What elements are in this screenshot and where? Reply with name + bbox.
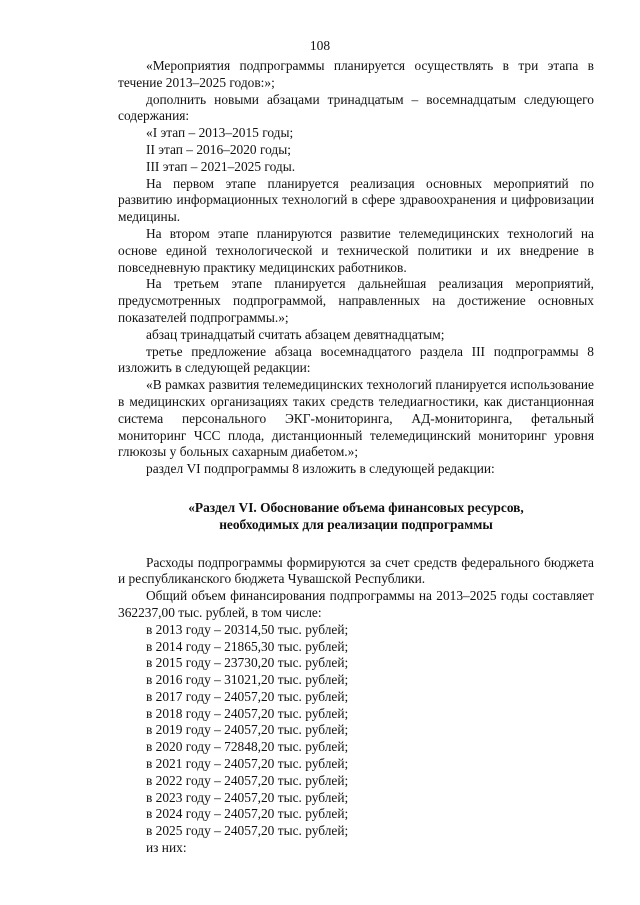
section-heading-line: «Раздел VI. Обоснование объема финансовых ресурсов, [188,499,524,515]
stage-line: III этап – 2021–2025 годы. [146,158,296,174]
paragraph: На первом этапе планируется реализация основных мероприятий по развитию информационных технологий в сфере здравоохранения и цифровизации медицины. [118,175,594,225]
paragraph: Расходы подпрограммы формируются за счет средств федерального бюджета и республиканского бюджета Чувашской Республики. [118,554,594,587]
yearly-amount: в 2021 году – 24057,20 тыс. рублей; [146,756,349,772]
paragraph: абзац тринадцатый считать абзацем девятнадцатым; [146,326,445,342]
yearly-amount: в 2013 году – 20314,50 тыс. рублей; [146,621,349,637]
section-heading-line: необходимых для реализации подпрограммы [219,516,493,532]
section-heading [118,500,594,534]
yearly-amount: в 2014 году – 21865,30 тыс. рублей; [146,638,349,654]
paragraph: дополнить новыми абзацами тринадцатым – восемнадцатым следующего содержания: [118,91,594,124]
page-number: 108 [309,38,331,53]
yearly-amount: в 2022 году – 24057,20 тыс. рублей; [146,772,349,788]
document-body [118,58,594,857]
stage-line: «I этап – 2013–2015 годы; [146,125,294,141]
paragraph: На втором этапе планируются развитие телемедицинских технологий на основе единой технологической и технической политики и их внедрение в повседневную практику медицинских работников. [118,225,594,275]
yearly-amount: в 2020 году – 72848,20 тыс. рублей; [146,739,349,755]
yearly-amount: в 2023 году – 24057,20 тыс. рублей; [146,789,349,805]
yearly-amount: в 2024 году – 24057,20 тыс. рублей; [146,806,349,822]
yearly-amount: в 2016 году – 31021,20 тыс. рублей; [146,672,349,688]
paragraph: третье предложение абзаца восемнадцатого раздела III подпрограммы 8 изложить в следующей редакции: [118,343,594,376]
paragraph: Общий объем финансирования подпрограммы на 2013–2025 годы составляет 362237,00 тыс. рублей, в том числе: [118,588,594,620]
paragraph: «Мероприятия подпрограммы планируется осуществлять в три этапа в течение 2013–2025 годов:»; [118,58,594,90]
paragraph: На третьем этапе планируется дальнейшая реализация мероприятий, предусмотренных подпрограммой, направленных на достижение основных показателей подпрограммы.»; [118,276,594,325]
yearly-amount: в 2025 году – 24057,20 тыс. рублей; [146,823,349,839]
yearly-amount: в 2015 году – 23730,20 тыс. рублей; [146,655,349,671]
yearly-amount: в 2017 году – 24057,20 тыс. рублей; [146,688,349,704]
yearly-amount: в 2018 году – 24057,20 тыс. рублей; [146,705,349,721]
yearly-amount: в 2019 году – 24057,20 тыс. рублей; [146,722,349,738]
paragraph: раздел VI подпрограммы 8 изложить в следующей редакции: [146,461,495,477]
stage-line: II этап – 2016–2020 годы; [146,141,291,157]
closing-line: из них: [146,840,187,856]
paragraph: «В рамках развития телемедицинских технологий планируется использование в медицинских организациях таких средств теледиагностики, как дистанционная система персонального ЭКГ-мониторинга, АД-мониторинга, фетальный мониторинг ЧСС плода, дистанционный телемедицинский мониторинг уровня глюкозы у больных сахарным диабетом.»; [118,377,594,460]
